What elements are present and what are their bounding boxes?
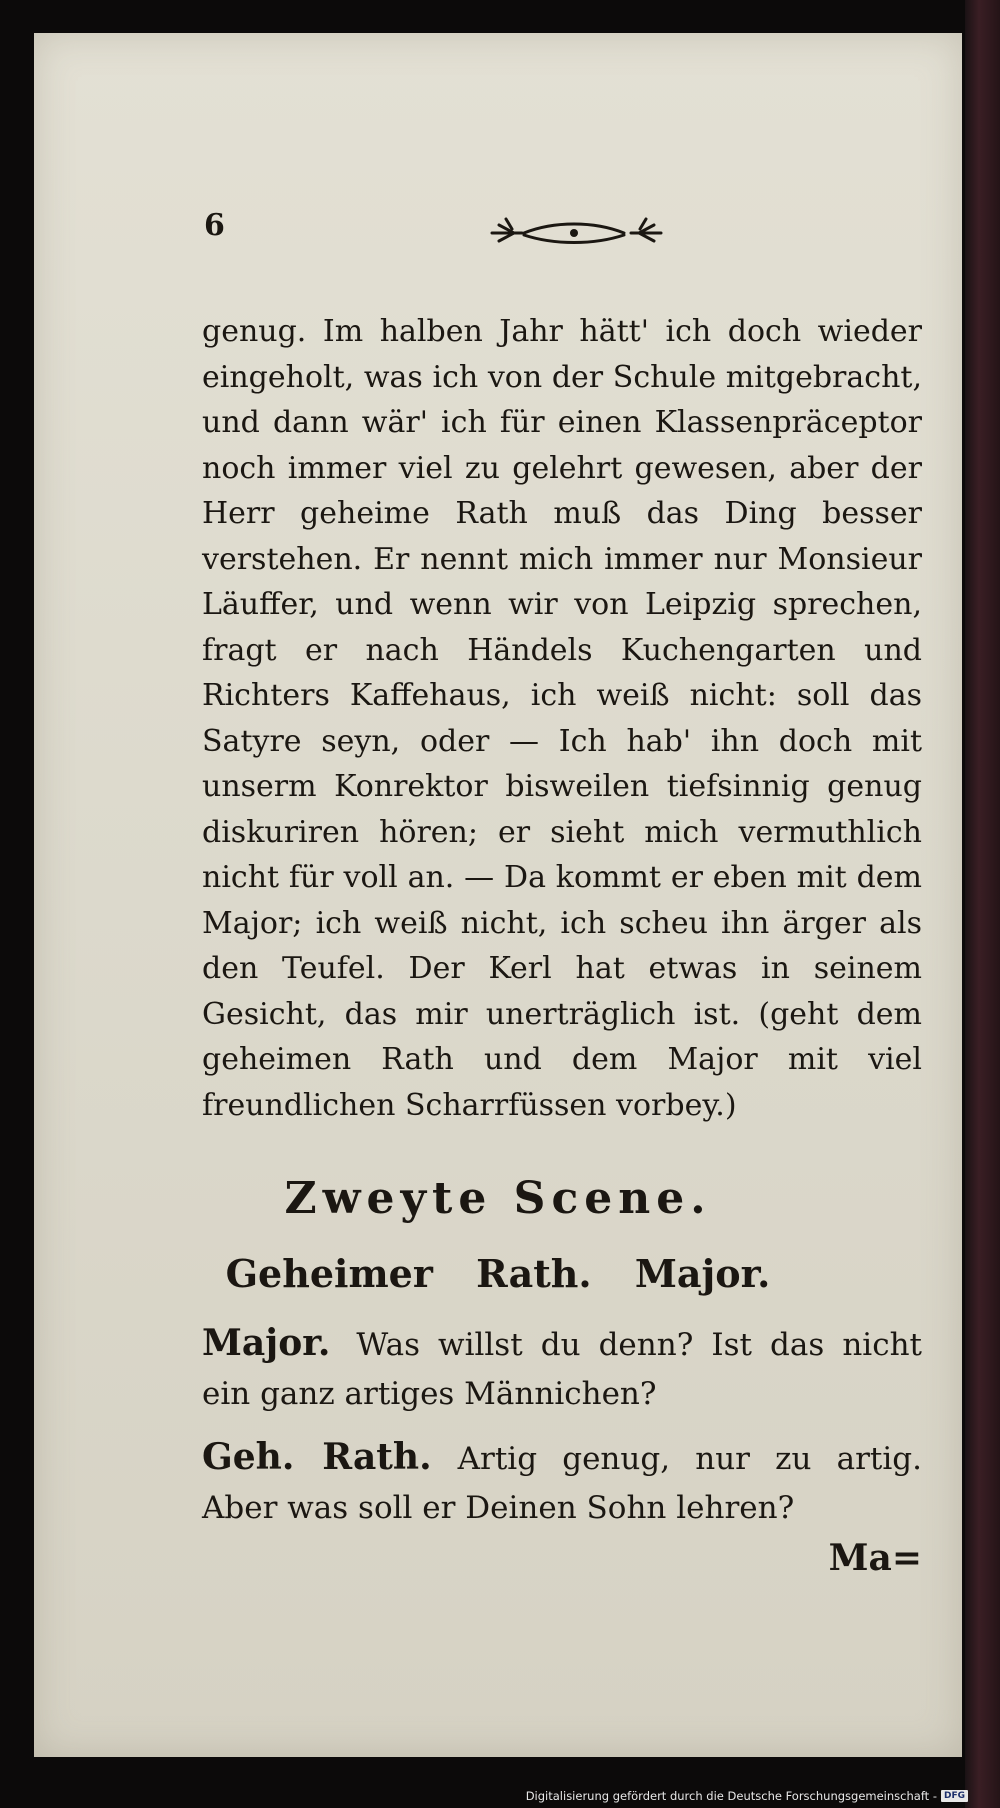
dialogue-text: Was willst du denn? Ist das nicht ein ganz artiges Männichen? bbox=[202, 1327, 922, 1412]
scene-characters: Geheimer Rath. Major. bbox=[225, 1251, 771, 1296]
monologue-text: genug. Im halben Jahr hätt' ich doch wieder eingeholt, was ich von der Schule mitgebracht, und dann wär' ich für einen Klassenpräceptor noch immer viel zu gelehrt gewesen, aber der Herr geheime Rath muß das Ding besser verstehen. Er nennt mich immer nur Monsieur Läuffer, und wenn wir von Leipzig sprechen, fragt er nach Händels Kuchengarten und Richters Kaffehaus, ich weiß nicht: soll das Satyre seyn, oder — Ich hab' ihn doch mit unserm Konrektor bisweilen tiefsinnig genug diskuriren hören; er sieht mich vermuthlich nicht für voll an. — Da kommt er eben mit dem Major; ich weiß nicht, ich scheu ihn ärger als den Teufel. Der Kerl hat etwas in seinem Gesicht, das mir unerträglich ist. (geht dem geheimen Rath und dem Major mit viel freundlichen Scharrfüssen vorbey.) bbox=[202, 314, 922, 1123]
dialogue-text: Artig genug, nur zu artig. Aber was soll er Deinen Sohn lehren? bbox=[202, 1441, 923, 1526]
speaker-name: Major. bbox=[202, 1322, 331, 1364]
digitization-credit bbox=[526, 1789, 968, 1803]
speaker-name: Geh. Rath. bbox=[202, 1436, 432, 1478]
dfg-logo: DFG bbox=[941, 1790, 968, 1802]
book-spine bbox=[965, 0, 1000, 1808]
book-page bbox=[34, 33, 962, 1757]
dialogue-line bbox=[202, 1433, 922, 1533]
dialogue-line bbox=[202, 1319, 922, 1419]
credit-text: Digitalisierung gefördert durch die Deutsche Forschungsgemeinschaft - bbox=[525, 1789, 937, 1803]
scene-heading: Zweyte Scene. bbox=[284, 1173, 712, 1224]
printer-ornament-icon bbox=[484, 211, 669, 255]
catchword: Ma= bbox=[828, 1537, 922, 1579]
page-number: 6 bbox=[204, 208, 225, 243]
